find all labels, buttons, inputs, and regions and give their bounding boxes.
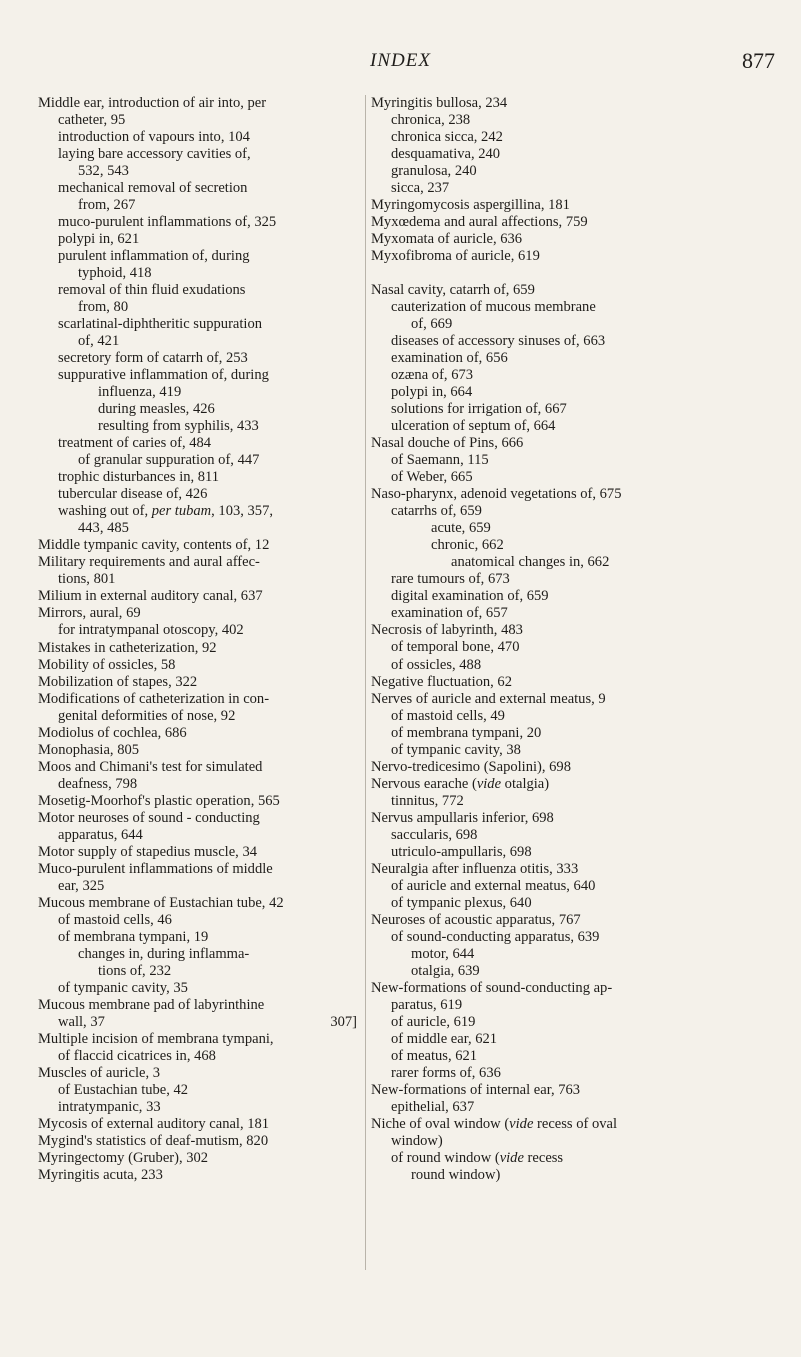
entry-text: intratympanic, 33 [58, 1098, 161, 1115]
index-subentry [38, 214, 357, 231]
column-divider [365, 95, 366, 1270]
index-subentry [38, 503, 357, 520]
index-subentry [38, 912, 357, 929]
entry-margin-note: 307] [330, 1013, 357, 1030]
entry-text: otalgia, 639 [411, 962, 480, 979]
index-entry [38, 1031, 357, 1048]
index-subentry [371, 708, 691, 725]
entry-text: Myringitis acuta, 233 [38, 1166, 163, 1183]
entry-text: Military requirements and aural affec- [38, 554, 260, 571]
index-entry [371, 759, 691, 776]
entry-text: mechanical removal of secretion [58, 180, 248, 197]
index-entry [371, 861, 691, 878]
index-entry [38, 1065, 357, 1082]
entry-text: desquamativa, 240 [391, 146, 501, 163]
index-subentry [38, 418, 357, 435]
index-entry [38, 997, 357, 1014]
index-subentry [371, 657, 691, 674]
index-entry [38, 554, 357, 571]
index-entry [371, 214, 691, 231]
index-subentry [371, 401, 691, 418]
entry-text: Mygind's statistics of deaf-mutism, 820 [38, 1132, 269, 1149]
entry-text: Nasal douche of Pins, 666 [371, 435, 524, 452]
index-entry [371, 674, 691, 691]
index-entry [38, 810, 357, 827]
index-entry [38, 588, 357, 605]
index-subentry [38, 299, 357, 316]
entry-text: Mosetig-Moorhof's plastic operation, 565 [38, 792, 280, 809]
index-subentry [38, 180, 357, 197]
index-entry [38, 725, 357, 742]
entry-text: from, 80 [78, 299, 129, 316]
entry-text: Mycosis of external auditory canal, 181 [38, 1115, 270, 1132]
index-subentry [38, 384, 357, 401]
index-subentry [371, 163, 691, 180]
entry-text: ulceration of septum of, 664 [391, 418, 556, 435]
index-subentry [371, 537, 691, 554]
entry-italic-text: per tubam [151, 503, 212, 520]
entry-text: chronica, 238 [391, 112, 471, 129]
index-subentry [371, 367, 691, 384]
index-subentry [371, 895, 691, 912]
entry-text: examination of, 657 [391, 605, 508, 622]
entry-text: secretory form of catarrh of, 253 [58, 350, 248, 367]
index-entry [38, 537, 357, 554]
entry-text: diseases of accessory sinuses of, 663 [391, 333, 606, 350]
entry-text: Muscles of auricle, 3 [38, 1064, 160, 1081]
index-subentry [371, 571, 691, 588]
entry-text: of auricle and external meatus, 640 [391, 877, 596, 894]
index-entry [371, 282, 691, 299]
entry-text: resulting from syphilis, 433 [98, 418, 259, 435]
index-subentry [371, 946, 691, 963]
index-entry [38, 1167, 357, 1184]
entry-text: Middle ear, introduction of air into, per [38, 95, 267, 111]
entry-text: of tympanic plexus, 640 [391, 894, 532, 911]
entry-text: Nerves of auricle and external meatus, 9 [371, 690, 606, 707]
entry-text: Mobilization of stapes, 322 [38, 673, 198, 690]
index-entry [38, 1116, 357, 1133]
index-entry [38, 674, 357, 691]
index-subentry [371, 639, 691, 656]
index-subentry [38, 367, 357, 384]
index-subentry [38, 146, 357, 163]
index-subentry [38, 350, 357, 367]
entry-text: wall, 37 [58, 1013, 105, 1030]
entry-text: of auricle, 619 [391, 1013, 476, 1030]
entry-text: from, 267 [78, 197, 136, 214]
page-number: 877 [742, 48, 775, 73]
index-subentry [371, 1014, 691, 1031]
entry-text: Nasal cavity, catarrh of, 659 [371, 282, 535, 299]
page-title: INDEX [370, 50, 431, 71]
entry-text: scarlatinal-diphtheritic suppuration [58, 316, 262, 333]
index-subentry [38, 265, 357, 282]
index-subentry [38, 129, 357, 146]
entry-text: Negative fluctuation, 62 [371, 673, 512, 690]
entry-text: genital deformities of nose, 92 [58, 707, 236, 724]
entry-text: of temporal bone, 470 [391, 639, 520, 656]
entry-text: Mobility of ossicles, 58 [38, 656, 176, 673]
entry-italic-text: vide [499, 1149, 524, 1166]
index-subentry [38, 776, 357, 793]
index-entry [371, 197, 691, 214]
index-subentry [38, 401, 357, 418]
index-subentry [371, 1133, 691, 1150]
entry-text: Naso-pharynx, adenoid vegetations of, 675 [371, 486, 622, 503]
index-subentry [371, 1099, 691, 1116]
entry-text: Mirrors, aural, 69 [38, 605, 141, 622]
index-entry [371, 1082, 691, 1099]
index-entry [371, 95, 691, 112]
index-entry [38, 844, 357, 861]
entry-text: Nervo-tredicesimo (Sapolini), 698 [371, 758, 571, 775]
index-subentry [371, 878, 691, 895]
index-subentry [38, 435, 357, 452]
entry-text: epithelial, 637 [391, 1098, 475, 1115]
entry-text: trophic disturbances in, 811 [58, 469, 220, 486]
index-subentry [38, 980, 357, 997]
index-subentry [371, 452, 691, 469]
entry-text: suppurative inflammation of, during [58, 367, 269, 384]
index-subentry [371, 588, 691, 605]
entry-text: of meatus, 621 [391, 1047, 478, 1064]
index-entry [38, 1133, 357, 1150]
index-subentry [371, 112, 691, 129]
index-subentry [371, 554, 691, 571]
index-entry [38, 793, 357, 810]
entry-text-continued: otalgia) [501, 775, 550, 792]
index-entry [371, 776, 691, 793]
entry-text: of tympanic cavity, 38 [391, 741, 521, 758]
entry-text: Necrosis of labyrinth, 483 [371, 622, 523, 639]
entry-text: solutions for irrigation of, 667 [391, 401, 567, 418]
entry-text: Nervous earache ( [371, 775, 477, 792]
index-subentry [38, 946, 357, 963]
entry-text: ear, 325 [58, 877, 105, 894]
entry-text: of Weber, 665 [391, 469, 473, 486]
entry-text: of mastoid cells, 46 [58, 911, 172, 928]
entry-text: polypi in, 621 [58, 231, 140, 248]
index-subentry [38, 112, 357, 129]
index-subentry [38, 248, 357, 265]
index-entry [371, 231, 691, 248]
entry-text: round window) [411, 1166, 501, 1183]
index-subentry [38, 333, 357, 350]
index-subentry [371, 963, 691, 980]
index-entry [371, 248, 691, 265]
index-column-right [371, 95, 691, 1184]
entry-text: of granular suppuration of, 447 [78, 452, 260, 469]
entry-text: Mistakes in catheterization, 92 [38, 639, 217, 656]
entry-text: for intratympanal otoscopy, 402 [58, 622, 244, 639]
entry-text-continued: recess [523, 1149, 564, 1166]
entry-text: during measles, 426 [98, 401, 215, 418]
entry-text: utriculo-ampullaris, 698 [391, 843, 532, 860]
entry-text: cauterization of mucous membrane [391, 299, 596, 316]
index-subentry [38, 929, 357, 946]
entry-text: treatment of caries of, 484 [58, 435, 212, 452]
entry-text: of sound-conducting apparatus, 639 [391, 928, 600, 945]
entry-text: Neuroses of acoustic apparatus, 767 [371, 911, 581, 928]
entry-text: rare tumours of, 673 [391, 571, 510, 588]
entry-text: of membrana tympani, 20 [391, 724, 542, 741]
entry-text: catarrhs of, 659 [391, 503, 482, 520]
entry-text: ozæna of, 673 [391, 367, 474, 384]
entry-text: Myringitis bullosa, 234 [371, 95, 508, 111]
index-subentry [371, 129, 691, 146]
entry-text: Mucous membrane pad of labyrinthine [38, 996, 265, 1013]
index-subentry [371, 742, 691, 759]
entry-text: saccularis, 698 [391, 826, 478, 843]
index-entry [371, 810, 691, 827]
entry-text: Monophasia, 805 [38, 741, 140, 758]
index-subentry [38, 708, 357, 725]
index-subentry [371, 725, 691, 742]
index-subentry [38, 878, 357, 895]
index-entry [371, 486, 691, 503]
index-subentry [371, 844, 691, 861]
index-subentry [371, 503, 691, 520]
index-entry [371, 435, 691, 452]
index-entry [371, 622, 691, 639]
entry-text: sicca, 237 [391, 180, 450, 197]
entry-text: typhoid, 418 [78, 265, 152, 282]
index-subentry [38, 316, 357, 333]
entry-text: anatomical changes in, 662 [451, 554, 610, 571]
entry-text: Multiple incision of membrana tympani, [38, 1030, 274, 1047]
index-entry [38, 95, 357, 112]
index-subentry [371, 1031, 691, 1048]
entry-text: Mucous membrane of Eustachian tube, 42 [38, 894, 284, 911]
index-subentry [38, 827, 357, 844]
entry-italic-text: vide [476, 775, 502, 792]
index-subentry [38, 520, 357, 537]
index-entry [38, 657, 357, 674]
index-subentry [371, 520, 691, 537]
index-entry [371, 980, 691, 997]
index-subentry [38, 469, 357, 486]
index-subentry [371, 793, 691, 810]
entry-text: deafness, 798 [58, 775, 138, 792]
entry-text-continued: , 103, 357, [211, 503, 273, 520]
index-subentry [371, 1048, 691, 1065]
index-subentry [371, 469, 691, 486]
entry-text: of Eustachian tube, 42 [58, 1081, 189, 1098]
entry-text: granulosa, 240 [391, 163, 477, 180]
index-entry [38, 861, 357, 878]
index-subentry [371, 180, 691, 197]
entry-text: influenza, 419 [98, 384, 182, 401]
index-subentry [38, 1082, 357, 1099]
entry-text: Myxofibroma of auricle, 619 [371, 248, 540, 265]
index-subentry [38, 163, 357, 180]
index-entry [38, 759, 357, 776]
entry-text: acute, 659 [431, 520, 491, 537]
entry-text: catheter, 95 [58, 112, 126, 129]
entry-text: muco-purulent inflammations of, 325 [58, 214, 277, 231]
entry-text: changes in, during inflamma- [78, 945, 250, 962]
entry-text: laying bare accessory cavities of, [58, 146, 251, 163]
index-subentry [371, 384, 691, 401]
index-subentry [371, 929, 691, 946]
entry-text: New-formations of internal ear, 763 [371, 1081, 581, 1098]
entry-text: Neuralgia after influenza otitis, 333 [371, 860, 579, 877]
entry-text: of, 669 [411, 316, 453, 333]
entry-text: Muco-purulent inflammations of middle [38, 860, 273, 877]
entry-text: apparatus, 644 [58, 826, 143, 843]
entry-text: Myxœdema and aural affections, 759 [371, 214, 588, 231]
index-entry [371, 691, 691, 708]
entry-text: of flaccid cicatrices in, 468 [58, 1047, 216, 1064]
entry-text: Nervus ampullaris inferior, 698 [371, 809, 554, 826]
entry-text: of middle ear, 621 [391, 1030, 498, 1047]
entry-text: chronica sicca, 242 [391, 129, 503, 146]
entry-text: rarer forms of, 636 [391, 1064, 501, 1081]
entry-text: Milium in external auditory canal, 637 [38, 588, 263, 605]
entry-text: Myxomata of auricle, 636 [371, 231, 523, 248]
index-subentry [371, 299, 691, 316]
index-entry [371, 1116, 691, 1133]
index-subentry [371, 418, 691, 435]
index-subentry [38, 963, 357, 980]
entry-text: chronic, 662 [431, 537, 504, 554]
entry-text: Niche of oval window ( [371, 1115, 510, 1132]
entry-text: introduction of vapours into, 104 [58, 129, 250, 146]
index-entry [38, 640, 357, 657]
entry-text: motor, 644 [411, 945, 475, 962]
index-subentry [371, 333, 691, 350]
index-subentry [371, 1150, 691, 1167]
entry-text: 532, 543 [78, 163, 129, 180]
entry-text: of, 421 [78, 333, 120, 350]
entry-text: of round window ( [391, 1149, 500, 1166]
index-column-left [38, 95, 357, 1184]
entry-italic-text: vide [509, 1115, 534, 1132]
entry-text: washing out of, [58, 503, 152, 520]
page-header [0, 44, 801, 80]
entry-text: of membrana tympani, 19 [58, 928, 209, 945]
index-subentry [371, 827, 691, 844]
index-entry [38, 1150, 357, 1167]
index-entry [38, 691, 357, 708]
entry-text: tubercular disease of, 426 [58, 486, 208, 503]
entry-text: Modiolus of cochlea, 686 [38, 724, 187, 741]
index-subentry [38, 571, 357, 588]
index-subentry [371, 1065, 691, 1082]
index-subentry [371, 350, 691, 367]
index-subentry [38, 1014, 357, 1031]
entry-text: paratus, 619 [391, 996, 463, 1013]
entry-text: of tympanic cavity, 35 [58, 979, 188, 996]
index-subentry [38, 282, 357, 299]
entry-text: examination of, 656 [391, 350, 508, 367]
entry-text: removal of thin fluid exudations [58, 282, 246, 299]
index-subentry [371, 316, 691, 333]
entry-text: New-formations of sound-conducting ap- [371, 979, 613, 996]
index-entry [371, 912, 691, 929]
entry-text: purulent inflammation of, during [58, 248, 250, 265]
index-subentry [371, 1167, 691, 1184]
index-subentry [38, 197, 357, 214]
entry-text: tions, 801 [58, 571, 116, 588]
entry-text: tions of, 232 [98, 962, 172, 979]
entry-text: polypi in, 664 [391, 384, 473, 401]
index-subentry [38, 1048, 357, 1065]
entry-text: Moos and Chimani's test for simulated [38, 758, 263, 775]
entry-text: Modifications of catheterization in con- [38, 690, 270, 707]
index-entry [38, 605, 357, 622]
entry-text: tinnitus, 772 [391, 792, 464, 809]
entry-text: Motor supply of stapedius muscle, 34 [38, 843, 257, 860]
index-subentry [371, 146, 691, 163]
index-entry [38, 742, 357, 759]
index-subentry [38, 1099, 357, 1116]
entry-text: Motor neuroses of sound - conducting [38, 809, 260, 826]
entry-text: of mastoid cells, 49 [391, 707, 505, 724]
index-subentry [38, 486, 357, 503]
entry-text: 443, 485 [78, 520, 129, 537]
entry-text: window) [391, 1132, 443, 1149]
index-subentry [38, 622, 357, 639]
index-subentry [371, 605, 691, 622]
entry-text-continued: recess of oval [533, 1115, 618, 1132]
entry-text: Middle tympanic cavity, contents of, 12 [38, 537, 270, 554]
index-section-gap [371, 265, 691, 282]
index-subentry [38, 452, 357, 469]
entry-text: of ossicles, 488 [391, 656, 482, 673]
index-subentry [371, 997, 691, 1014]
entry-text: of Saemann, 115 [391, 452, 489, 469]
entry-text: Myringomycosis aspergillina, 181 [371, 197, 570, 214]
entry-text: Myringectomy (Gruber), 302 [38, 1149, 209, 1166]
entry-text: digital examination of, 659 [391, 588, 549, 605]
index-entry [38, 895, 357, 912]
index-subentry [38, 231, 357, 248]
